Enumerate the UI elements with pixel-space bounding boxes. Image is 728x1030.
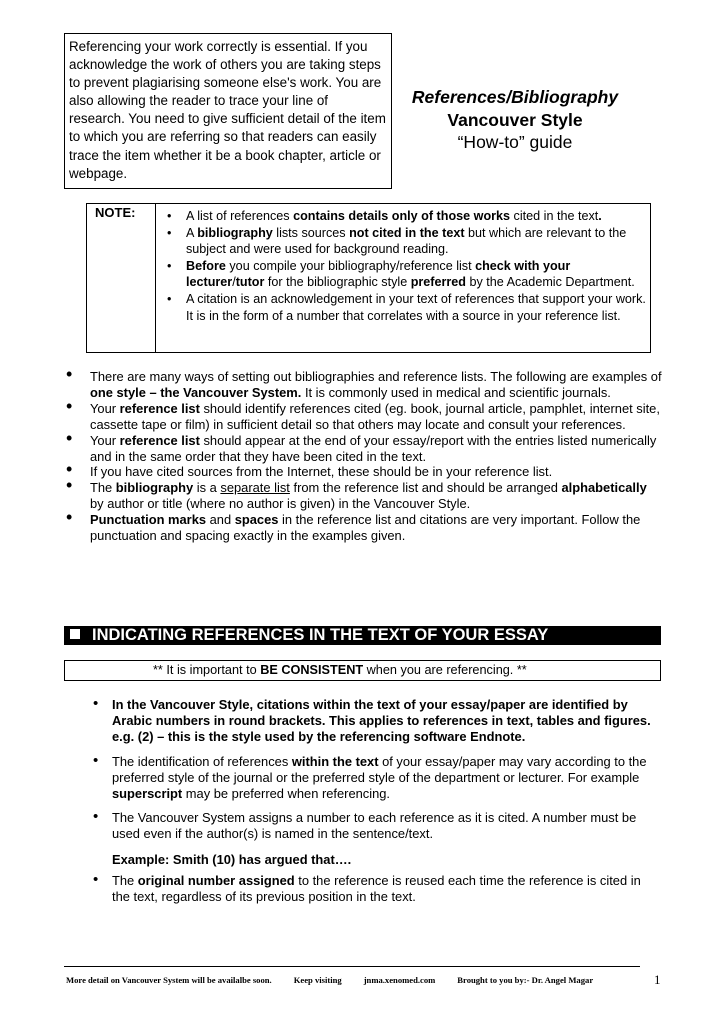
main-point: • Your reference list should appear at the end of your essay/report with the entries listed numerically and in the same order that they have been cited in the text. [66,433,662,465]
main-points-list [66,369,662,544]
intro-box [64,33,392,189]
style-point: • The identification of references within the text of your essay/paper may vary according to the preferred style of the journal or the preferred style of the department or lecturer. For example superscript may be preferred when referencing. [88,754,660,802]
page-number: 1 [654,972,661,987]
style-point: • The original number assigned to the reference is reused each time the reference is cited in the text, regardless of its previous position in the text. [88,873,660,905]
footer-right: Brought to you by:- Dr. Angel Magar [457,975,594,985]
style-points-list [88,697,660,914]
section-heading: INDICATING REFERENCES IN THE TEXT OF YOUR ESSAY [92,626,549,644]
note-label: NOTE: [87,204,156,352]
page-title: References/Bibliography [411,87,619,107]
footer [66,975,666,985]
style-point: • In the Vancouver Style, citations within the text of your essay/paper are identified by Arabic numbers in round brackets. This applies to references in text, tables and figures. e.g. (2) – this is the style used by the referencing software Endnote. [88,697,660,745]
note-item: • A bibliography lists sources not cited in the text but which are relevant to the subject and were used for background reading. [164,225,646,258]
consistency-note-box [64,660,661,681]
page-subtitle: Vancouver Style [447,110,583,130]
footer-divider [64,966,640,967]
note-item: • A citation is an acknowledgement in your text of references that support your work. It is in the form of a number that correlates with a source in your reference list. [164,291,646,324]
footer-middle: Keep visiting [293,975,342,985]
example-line: Example: Smith (10) has argued that…. [112,852,352,867]
page-tagline: “How-to” guide [457,132,573,152]
main-point: • Your reference list should identify references cited (eg. book, journal article, pamphlet, internet site, cassette tape or film) in sufficient detail so that others may locate and consult your references. [66,401,662,433]
main-point: • If you have cited sources from the Internet, these should be in your reference list. [66,464,662,480]
footer-left: More detail on Vancouver System will be availalbe soon. [66,975,272,985]
note-item: • A list of references contains details only of those works cited in the text. [164,208,646,225]
style-point: • The Vancouver System assigns a number to each reference as it is cited. A number must be used even if the author(s) is named in the sentence/text. [88,810,660,842]
note-table [86,203,651,353]
intro-text: Referencing your work correctly is essential. If you acknowledge the work of others you are taking steps to prevent plagiarising someone else's work. You are also allowing the reader to trace your line of research. You need to give sufficient detail of the item to which you are referring so that readers can easily trace the item whether it be a book chapter, article or webpage. [69,39,386,181]
main-point: • There are many ways of setting out bibliographies and reference lists. The following are examples of one style – the Vancouver System. It is commonly used in medical and scientific journals. [66,369,662,401]
square-bullet-icon [70,629,80,639]
footer-site-link[interactable]: jnma.xenomed.com [363,975,436,985]
consistency-note: ** It is important to BE CONSISTENT when you are referencing. ** [153,663,527,677]
section-heading-bar [64,626,661,645]
note-list [164,208,646,324]
title-block [392,86,638,153]
main-point: • The bibliography is a separate list from the reference list and should be arranged alphabetically by author or title (where no author is given) in the Vancouver Style. [66,480,662,512]
note-item: • Before you compile your bibliography/reference list check with your lecturer/tutor for the bibliographic style preferred by the Academic Department. [164,258,646,291]
main-point: • Punctuation marks and spaces in the reference list and citations are very important. Follow the punctuation and spacing exactly in the examples given. [66,512,662,544]
